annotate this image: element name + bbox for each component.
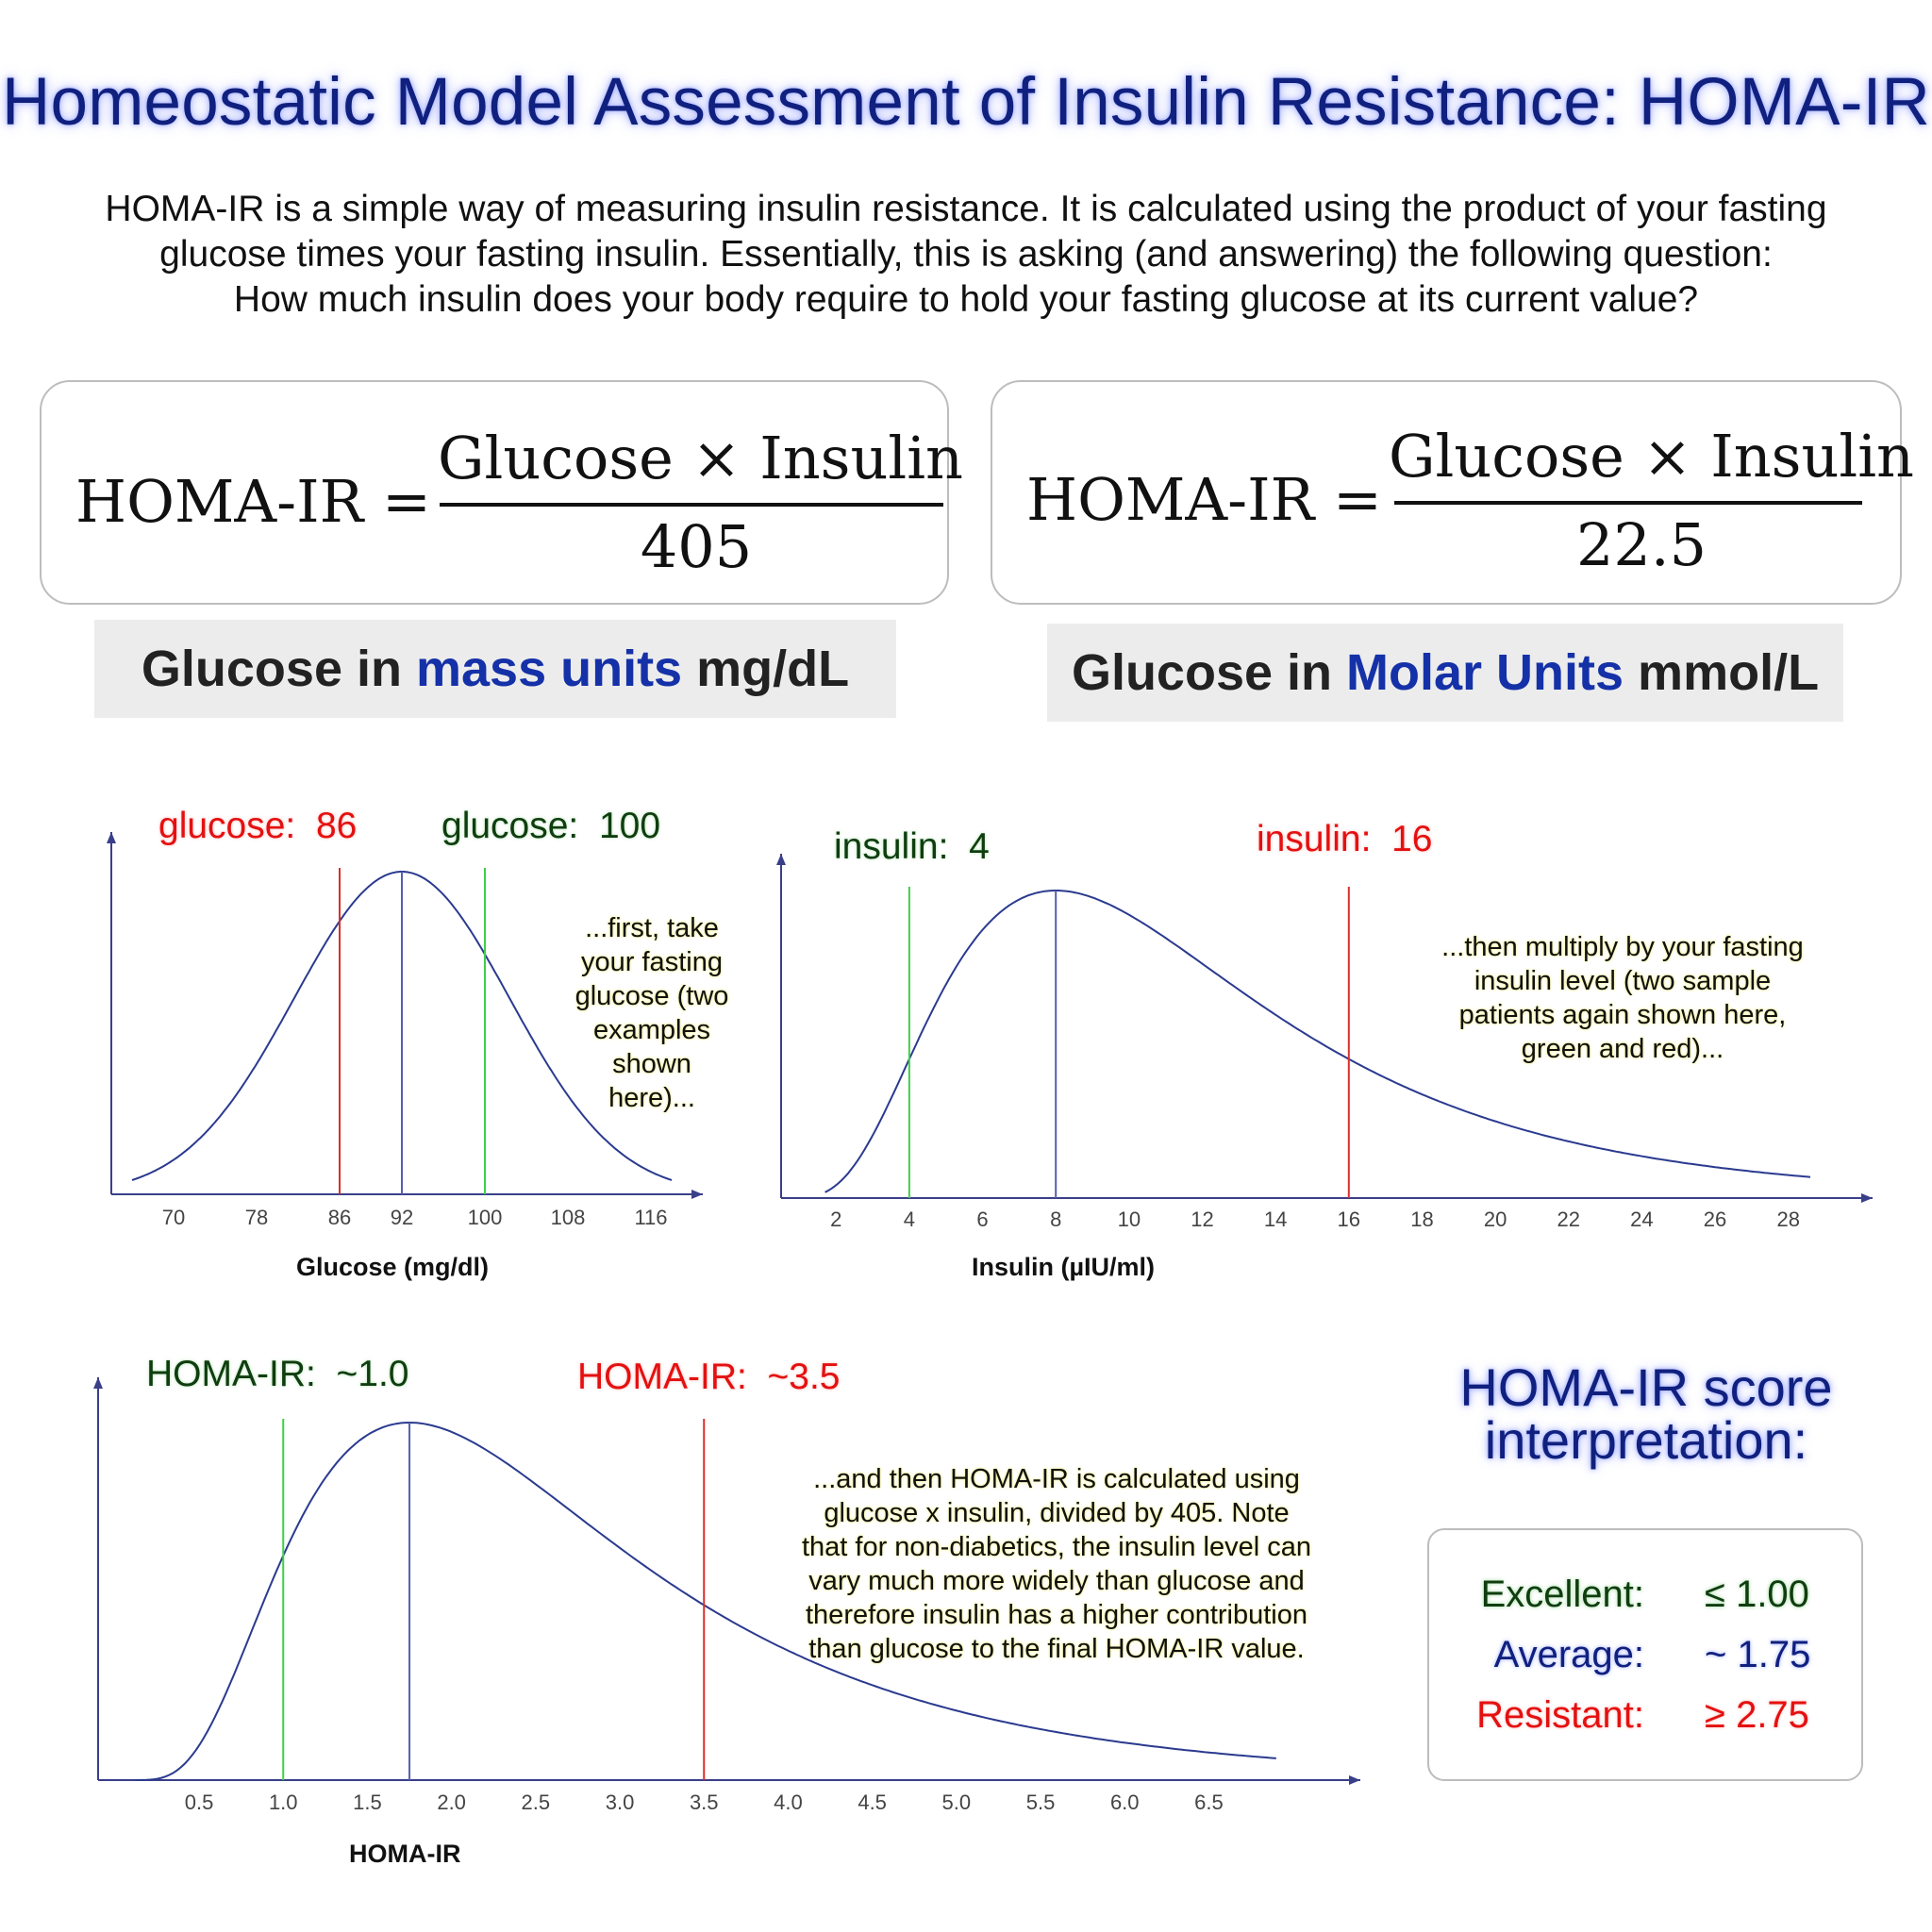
interpretation-title: HOMA-IR score interpretation: xyxy=(1459,1357,1833,1470)
x-tick-label: 78 xyxy=(244,1206,269,1229)
intro-line: HOMA-IR is a simple way of measuring insulin resistance. It is calculated using the product of your fasting xyxy=(105,189,1827,229)
formula-lhs: HOMA-IR = xyxy=(1026,465,1382,534)
units-highlight: mass units xyxy=(415,641,683,697)
marker-label-insulin-16: insulin: 16 xyxy=(1257,819,1433,859)
annotation-line: than glucose to the final HOMA-IR value. xyxy=(808,1634,1305,1664)
x-tick-label: 2.0 xyxy=(437,1790,466,1814)
x-tick-label: 10 xyxy=(1117,1208,1141,1231)
annotation-line: ...first, take xyxy=(585,913,719,943)
x-tick-label: 20 xyxy=(1483,1208,1507,1231)
x-tick-label: 26 xyxy=(1703,1208,1727,1231)
x-tick-label: 92 xyxy=(390,1206,414,1229)
formula-lhs: HOMA-IR = xyxy=(75,467,431,536)
x-tick-label: 3.0 xyxy=(605,1790,635,1814)
units-prefix: Glucose in xyxy=(141,641,416,697)
intro-line: How much insulin does your body require to hold your fasting glucose at its current value? xyxy=(233,279,1699,320)
x-tick-label: 28 xyxy=(1776,1208,1800,1231)
intro-line: glucose times your fasting insulin. Essentially, this is asking (and answering) the following question: xyxy=(159,234,1773,275)
x-axis-arrow xyxy=(1349,1775,1360,1785)
marker-label-homa-3-5: HOMA-IR: ~3.5 xyxy=(577,1357,841,1397)
interpretation-box: Excellent: ≤ 1.00 Average: ~ 1.75 Resistant: ≥ 2.75 xyxy=(1427,1528,1863,1781)
marker-label-glucose-100: glucose: 100 xyxy=(441,806,661,846)
x-tick-label: 108 xyxy=(550,1206,586,1229)
units-suffix: mmol/L xyxy=(1624,644,1820,701)
x-tick-label: 24 xyxy=(1630,1208,1654,1231)
annotation-line: patients again shown here, xyxy=(1458,1000,1787,1030)
x-tick-label: 4 xyxy=(903,1208,916,1231)
x-tick-label: 12 xyxy=(1191,1208,1214,1231)
x-tick-label: 86 xyxy=(327,1206,352,1229)
annotation-line: your fasting xyxy=(581,947,723,977)
formula-numerator: Glucose × Insulin xyxy=(438,424,963,492)
homa-ir-axis-title: HOMA-IR xyxy=(349,1840,461,1868)
marker-label-glucose-86: glucose: 86 xyxy=(158,806,358,846)
annotation-line: shown xyxy=(612,1049,691,1079)
marker-label-homa-1: HOMA-IR: ~1.0 xyxy=(146,1354,409,1394)
annotation-line: vary much more widely than glucose and xyxy=(808,1566,1305,1596)
formula-denominator: 22.5 xyxy=(1575,510,1707,579)
annotation-line: glucose (two xyxy=(575,981,729,1011)
formula-denominator: 405 xyxy=(640,512,753,581)
units-prefix: Glucose in xyxy=(1071,644,1347,701)
annotation-line: insulin level (two sample xyxy=(1474,966,1772,996)
annotation-line: ...and then HOMA-IR is calculated using xyxy=(813,1464,1300,1494)
formula-numerator: Glucose × Insulin xyxy=(1389,422,1914,491)
annotation-line: ...then multiply by your fasting xyxy=(1441,932,1804,962)
x-tick-label: 22 xyxy=(1557,1208,1580,1231)
x-tick-label: 2 xyxy=(830,1208,842,1231)
units-highlight: Molar Units xyxy=(1346,644,1624,701)
x-tick-label: 0.5 xyxy=(184,1790,214,1814)
x-tick-label: 4.0 xyxy=(774,1790,803,1814)
x-tick-label: 1.0 xyxy=(268,1790,298,1814)
annotation-line: that for non-diabetics, the insulin level can xyxy=(801,1532,1312,1562)
annotation-line: therefore insulin has a higher contribution xyxy=(806,1600,1307,1630)
annotation-line: examples xyxy=(592,1015,711,1045)
x-tick-label: 8 xyxy=(1050,1208,1062,1231)
units-suffix: mg/dL xyxy=(682,641,850,697)
x-tick-label: 18 xyxy=(1410,1208,1434,1231)
x-tick-label: 3.5 xyxy=(689,1790,719,1814)
annotation-line: green and red)... xyxy=(1521,1034,1724,1064)
x-tick-label: 1.5 xyxy=(353,1790,382,1814)
x-tick-label: 14 xyxy=(1263,1208,1288,1231)
page-title: Homeostatic Model Assessment of Insulin Resistance: HOMA-IR xyxy=(2,65,1930,140)
marker-label-insulin-4: insulin: 4 xyxy=(834,826,990,867)
x-tick-label: 70 xyxy=(161,1206,186,1229)
annotation-line: glucose x insulin, divided by 405. Note xyxy=(824,1498,1290,1528)
homa-ir-annotation xyxy=(774,1462,1340,1666)
x-tick-label: 100 xyxy=(467,1206,503,1229)
x-tick-label: 5.0 xyxy=(941,1790,972,1814)
x-tick-label: 16 xyxy=(1337,1208,1361,1231)
x-tick-label: 6.0 xyxy=(1109,1790,1140,1814)
x-tick-label: 6.5 xyxy=(1194,1790,1224,1814)
y-axis-arrow xyxy=(93,1377,103,1389)
annotation-line: here)... xyxy=(608,1083,695,1113)
insulin-axis-title: Insulin (µIU/ml) xyxy=(972,1253,1156,1281)
x-tick-label: 4.5 xyxy=(858,1790,887,1814)
glucose-axis-title: Glucose (mg/dl) xyxy=(296,1253,490,1281)
x-tick-label: 2.5 xyxy=(521,1790,551,1814)
x-tick-label: 5.5 xyxy=(1025,1790,1056,1814)
x-tick-label: 6 xyxy=(976,1208,989,1231)
x-tick-label: 116 xyxy=(634,1206,668,1229)
